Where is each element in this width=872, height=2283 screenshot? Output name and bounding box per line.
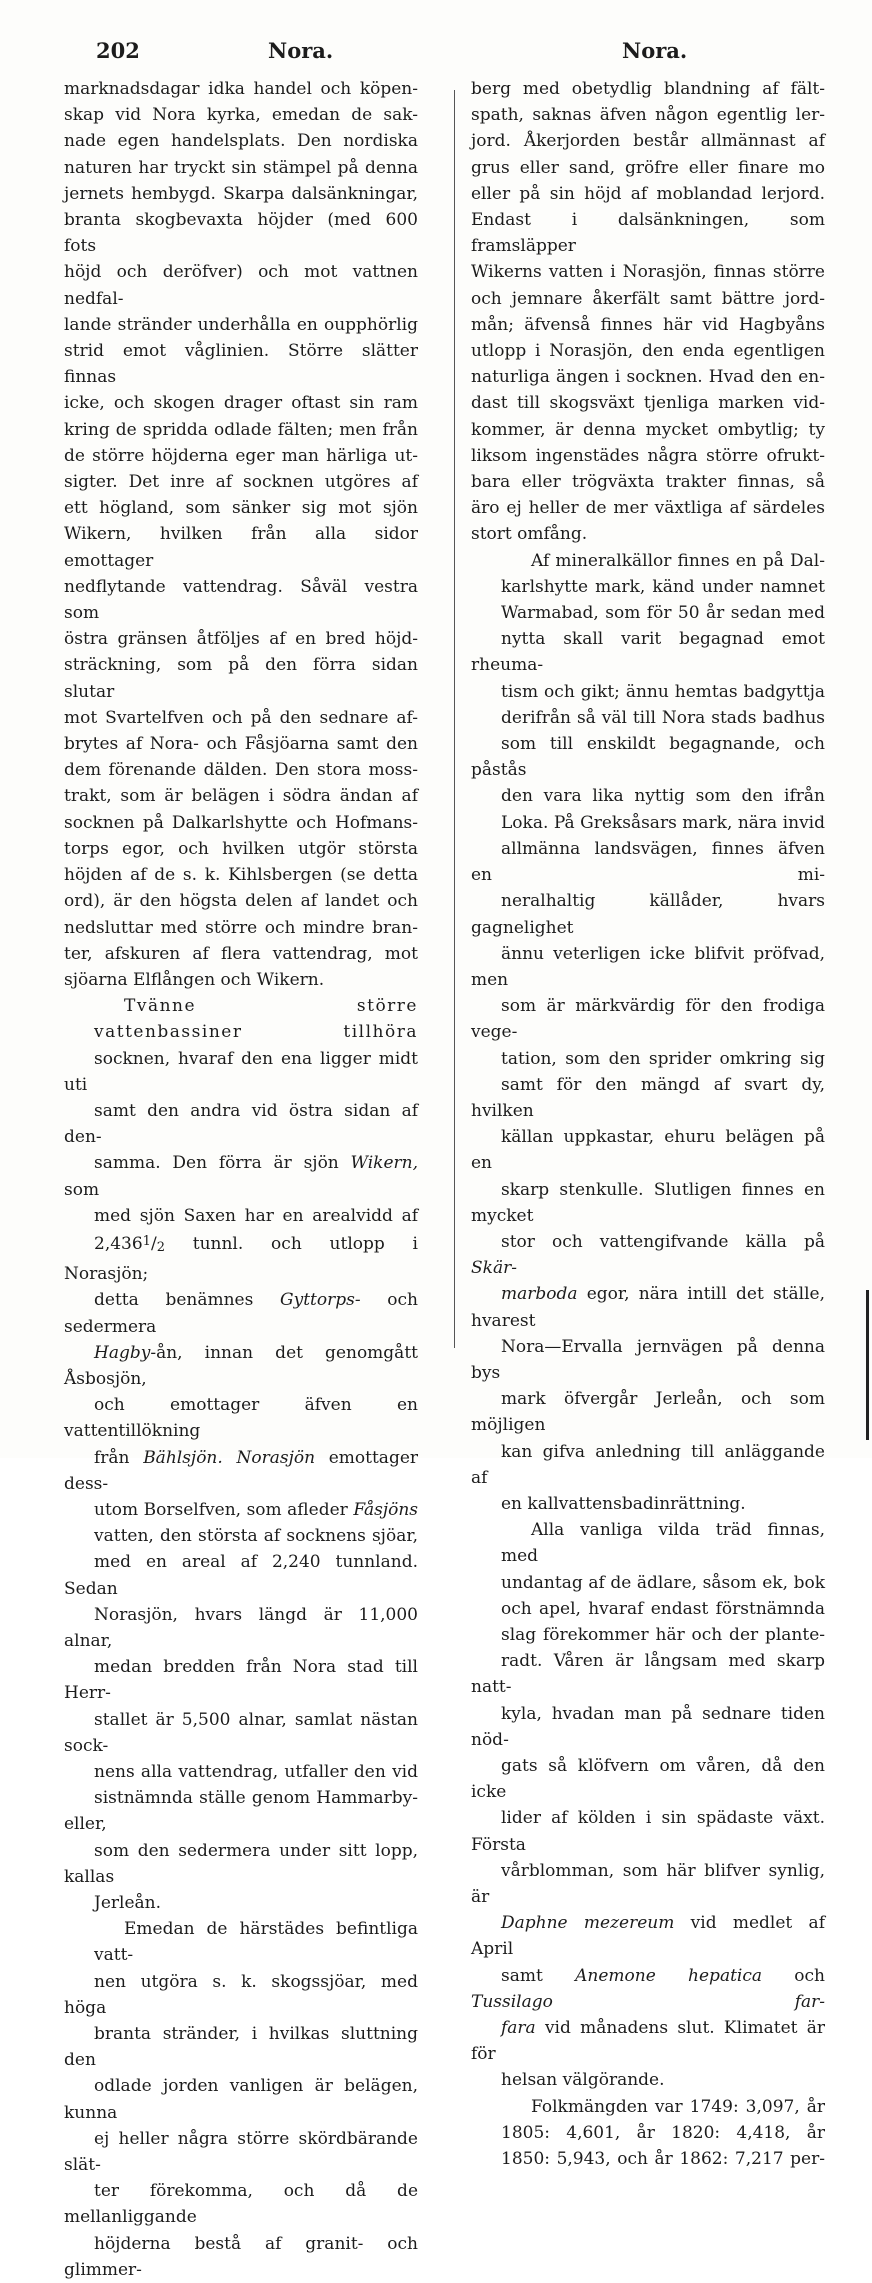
text-line: mot Svartelfven och på den sednare af- [64,707,418,728]
right-column [471,76,825,2172]
text-line: berg med obetydlig blandning af fält- [471,79,825,99]
text-line: nen utgöra s. k. skogssjöar, med höga [64,1971,418,2018]
text-line: radt. Våren är långsam med skarp natt- [471,1651,825,1698]
text-line: Tvänne större vattenbassiner tillhöra [94,996,418,1043]
text-line: Endast i dalsänkningen, som framsläpper [471,210,825,257]
text-line: kommer, är denna mycket ombytlig; ty [471,419,825,440]
running-head-right: Nora. [622,38,688,63]
text-line: ter, afskuren af flera vattendrag, mot [64,943,418,964]
text-line: den vara lika nyttig som den ifrån [501,786,825,807]
text-line: Emedan de härstädes befintliga vatt- [94,1919,418,1966]
text-line: stor och vattengifvande källa på Skär- [471,1231,825,1279]
text-line: dast till skogsväxt tjenliga marken vid- [471,393,825,414]
paragraph-population [471,2094,825,2173]
text-line: sigter. Det inre af socknen utgöres af [64,472,418,493]
text-line: Warmabad, som för 50 år sedan med [501,603,825,624]
text-line: eller på sin höjd af moblandad lerjord. [471,183,825,204]
text-line: utom Borselfven, som afleder Fåsjöns [94,1499,418,1520]
page-number: 202 [96,38,140,63]
text-line: och apel, hvaraf endast förstnämnda [501,1598,825,1619]
text-line: socknen, hvaraf den ena ligger midt uti [64,1048,418,1095]
paragraph-soil-cont [471,76,825,548]
text-line: från Bählsjön. Norasjön emottager dess- [64,1447,419,1494]
text-line: samt den andra vid östra sidan af den- [64,1100,418,1148]
text-line: ännu veterligen icke blifvit pröfvad, men [471,943,825,990]
text-line: ter förekomma, och då de mellanliggande [64,2181,418,2228]
text-line: helsan välgörande. [501,2070,665,2091]
paragraph-springs [471,548,825,1518]
text-line: neralhaltig källåder, hvars gagnelighet [471,891,825,938]
text-line: allmänna landsvägen, finnes äfven en mi- [471,838,825,886]
text-line: utlopp i Norasjön, den enda egentligen [471,341,825,362]
text-line: äro ej heller de mer växtliga af särdeles [471,498,825,519]
text-line: nens alla vattendrag, utfaller den vid [94,1762,418,1782]
text-line: Wikern, hvilken från alla sidor emottager [64,524,418,571]
text-line: branta stränder, i hvilkas sluttning den [64,2024,418,2071]
text-line: nytta skall varit begagnad emot rheuma- [471,629,825,676]
text-line: ej heller några större skördbärande slät- [64,2128,418,2176]
text-line: med sjön Saxen har en arealvidd af [94,1205,418,1226]
paragraph-soil [64,1916,418,2283]
text-line: nade egen handelsplats. Den nordiska [64,131,418,152]
springs-lines-b [471,1334,825,1517]
text-line: torps egor, och hvilken utgör största [64,838,418,859]
text-line: sjöarna Elflången och Wikern. [64,969,325,990]
left-column [64,76,418,2283]
text-line: karlshytte mark, känd under namnet [501,576,825,597]
text-line: vatten, den största af socknens sjöar, [94,1526,418,1547]
text-line: icke, och skogen drager oftast sin ram [64,393,418,414]
text-line: Loka. På Greksåsars mark, nära invid [501,812,825,833]
text-line: de större höjderna eger man härliga ut- [64,445,418,466]
text-line: 1805: 4,601, år 1820: 4,418, år [501,2122,825,2143]
text-line: grus eller sand, gröfre eller finare mo [471,157,825,178]
text-line: skap vid Nora kyrka, emedan de sak- [64,105,418,126]
text-line: tism och gikt; ännu hemtas badgyttja [501,681,825,702]
text-line: tation, som den sprider omkring sig [501,1048,825,1069]
flora-lines-a [471,1517,825,1910]
text-line: odlade jorden vanligen är belägen, kunna [64,2076,418,2123]
text-line: mark öfvergår Jerleån, och som möjligen [471,1389,825,1436]
text-line: fara vid månadens slut. Klimatet är för [471,2018,825,2065]
page-header [0,30,872,70]
text-line: sistnämnda ställe genom Hammarby- eller, [64,1788,418,1835]
text-line: och jemnare åkerfält samt bättre jord- [471,288,825,309]
text-line: 2,436$^1$/2 tunnl. och utlopp i Norasjön; [64,1233,418,1285]
text-line: vårblomman, som här blifver synlig, är [471,1860,825,1908]
text-line: Wikerns vatten i Norasjön, finnas större [471,262,825,283]
text-line: samma. Den förra är sjön Wikern, som [64,1153,418,1200]
text-line: källan uppkastar, ehuru belägen på en [471,1127,825,1174]
text-line: höjden af de s. k. Kihlsbergen (se detta [64,865,418,886]
text-line: skarp stenkulle. Slutligen finnes en mycket [471,1179,825,1226]
running-head-left: Nora. [268,38,334,63]
text-line: derifrån så väl till Nora stads badhus [501,707,825,728]
text-line: med en areal af 2,240 tunnland. Sedan [64,1552,418,1599]
text-line: jord. Åkerjorden består allmännast af [471,131,825,152]
springs-lines-a [471,548,825,1229]
text-line: samt för den mängd af svart dy, hvilken [471,1074,825,1121]
text-line: brytes af Nora- och Fåsjöarna samt den [64,734,418,755]
text-line: spath, saknas äfven någon egentlig ler- [471,105,825,126]
text-line: kan gifva anledning till anläggande af [471,1441,825,1488]
text-line: lande stränder underhålla en oupphörlig [64,314,418,335]
text-line: Nora—Ervalla jernvägen på denna bys [471,1336,825,1383]
text-line: ord), är den högsta delen af landet och [64,891,418,912]
text-line: liksom ingenstädes några större ofrukt- [471,445,825,466]
text-line: branta skogbevaxta höjder (med 600 fots [64,210,418,257]
text-line: östra gränsen åtföljes af en bred höjd- [64,629,418,650]
text-line: ett högland, som sänker sig mot sjön [64,498,418,519]
text-line: trakt, som är belägen i södra ändan af [64,786,418,807]
text-line: Alla vanliga vilda träd finnas, med [501,1520,825,1567]
column-divider [454,90,455,1348]
text-line: och emottager äfven en vattentillökning [64,1395,418,1442]
paragraph-flora [471,1517,825,2093]
text-line: som till enskildt begagnande, och påstås [471,734,825,781]
text-line: nedsluttar med större och mindre bran- [64,917,418,938]
text-line: nedflytande vattendrag. Såväl vestra som [64,576,418,624]
text-line: stallet är 5,500 alnar, samlat nästan sock- [64,1709,418,1756]
text-line: marknadsdagar idka handel och köpen- [64,79,418,99]
text-line: naturen har tryckt sin stämpel på denna [64,157,418,178]
text-line: gats så klöfvern om våren, då den icke [471,1756,825,1803]
text-line: medan bredden från Nora stad till Herr- [64,1657,418,1704]
text-line: kring de spridda odlade fälten; men från [64,419,418,440]
paragraph-lakes [64,993,418,1916]
text-line: socknen på Dalkarlshytte och Hofmans- [64,812,418,833]
text-line: samt Anemone hepatica och Tussilago far- [471,1965,826,2012]
text-line: marboda egor, nära intill det ställe, hvarest [471,1284,825,1331]
text-line: som är märkvärdig för den frodiga vege- [471,996,825,1043]
text-line: jernets hembygd. Skarpa dalsänkningar, [64,183,418,204]
text-line: lider af kölden i sin spädaste växt. Första [471,1808,825,1855]
text-line: som den sedermera under sitt lopp, kallas [64,1840,418,1887]
text-line: naturliga ängen i socknen. Hvad den en- [471,367,825,388]
text-line: strid emot våglinien. Större slätter finnas [64,341,418,388]
text-line: bara eller trögväxta trakter finnas, så [471,472,825,493]
text-line: 1850: 5,943, och år 1862: 7,217 per- [501,2149,825,2170]
text-line: höjderna bestå af granit- och glimmer- [64,2233,418,2280]
text-line: Folkmängden var 1749: 3,097, år [531,2096,825,2117]
text-line: undantag af de ädlare, såsom ek, bok [501,1572,825,1593]
text-line: Daphne mezereum vid medlet af April [471,1913,825,1960]
text-line: Jerleån. [94,1893,161,1914]
text-line: en kallvattensbadinrättning. [501,1493,746,1514]
paragraph-intro [64,76,418,993]
text-line: kyla, hvadan man på sednare tiden nöd- [471,1703,825,1750]
page-edge-shadow [866,1290,869,1440]
text-line: stort omfång. [471,524,588,545]
text-line: Hagby-ån, innan det genomgått Åsbosjön, [64,1342,418,1389]
text-line: mån; äfvenså finnes här vid Hagbyåns [471,314,825,335]
text-line: Af mineralkällor finnes en på Dal- [531,550,825,571]
text-line: Norasjön, hvars längd är 11,000 alnar, [64,1604,418,1651]
text-line: sträckning, som på den förra sidan slutar [64,655,418,702]
text-line: höjd och deröfver) och mot vattnen nedfal- [64,262,418,309]
text-line: dem förenande dälden. Den stora moss- [64,760,418,781]
text-line: slag förekommer här och der plante- [501,1624,825,1645]
text-line: detta benämnes Gyttorps- och sedermera [64,1290,418,1337]
